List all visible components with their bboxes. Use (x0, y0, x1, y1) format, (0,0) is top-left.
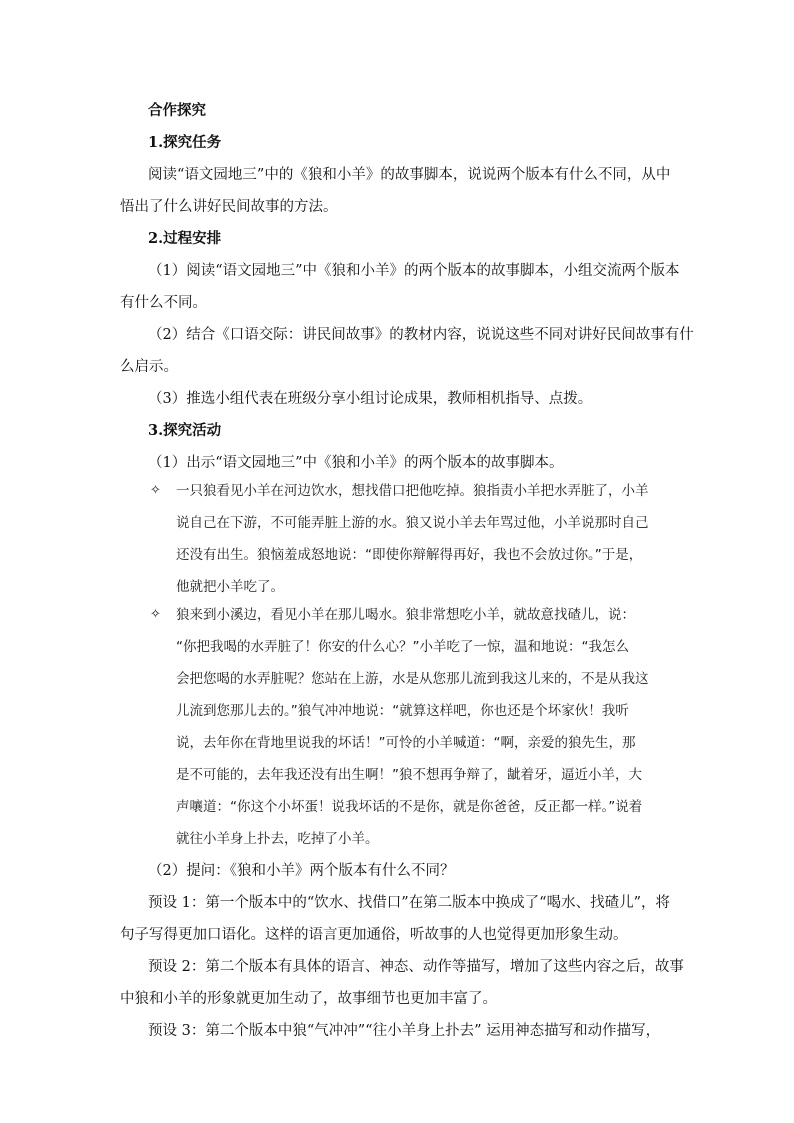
process-line: （1）阅读“语文园地三”中《狼和小羊》的两个版本的故事脚本，小组交流两个版本 (148, 263, 680, 279)
preset-2-line: 中狼和小羊的形象就更加生动了，故事细节也更加丰富了。 (120, 991, 497, 1007)
story-version-2-line: 会把您喝的水弄脏呢？您站在上游，水是从您那儿流到我这儿来的，不是从我这 (176, 671, 649, 687)
story-version-2-line: 说，去年你在背地里说我的坏话！”可怜的小羊喊道：“啊，亲爱的狼先生，那 (176, 735, 636, 751)
question-line: （2）提问：《狼和小羊》两个版本有什么不同？ (148, 863, 455, 879)
process-line: 有什么不同。 (120, 295, 207, 311)
task-line: 悟出了什么讲好民间故事的方法。 (120, 199, 338, 215)
preset-2-line: 预设 2：第二个版本有具体的语言、神态、动作等描写，增加了这些内容之后，故事 (148, 959, 684, 975)
story-version-2-line: 声嚷道：“你这个小坏蛋！说我坏话的不是你，就是你爸爸，反正都一样。”说着 (176, 799, 643, 815)
preset-3-line: 预设 3：第二个版本中狼“气冲冲”“往小羊身上扑去” 运用神态描写和动作描写， (148, 1023, 661, 1039)
story-version-2-line: 是不可能的，去年我还没有出生啊！”狼不想再争辩了，龇着牙，逼近小羊，大 (176, 767, 642, 783)
story-version-2-line: 狼来到小溪边，看见小羊在那儿喝水。狼非常想吃小羊，就故意找碴儿，说： (176, 607, 635, 623)
preset-1-line: 预设 1：第一个版本中的“饮水、找借口”在第二版本中换成了“喝水、找碴儿”，将 (148, 895, 670, 911)
section-heading: 合作探究 (148, 102, 206, 119)
story-version-2-line: 就往小羊身上扑去，吃掉了小羊。 (176, 831, 379, 847)
story-version-1-line: 还没有出生。狼恼羞成怒地说：“即使你辩解得再好，我也不会放过你。”于是， (176, 547, 643, 563)
task-title: 1.探究任务 (148, 134, 222, 151)
story-version-1-line: 说自己在下游，不可能弄脏上游的水。狼又说小羊去年骂过他，小羊说那时自己 (176, 515, 649, 531)
activity-title: 3.探究活动 (148, 422, 222, 439)
process-title: 2.过程安排 (148, 230, 222, 247)
story-version-1-line: 一只狼看见小羊在河边饮水，想找借口把他吃掉。狼指责小羊把水弄脏了，小羊 (176, 483, 649, 499)
task-line: 阅读“语文园地三”中的《狼和小羊》的故事脚本，说说两个版本有什么不同，从中 (148, 167, 671, 183)
story-version-2-line: 儿流到您那儿去的。”狼气冲冲地说：“就算这样吧，你也还是个坏家伙！我听 (176, 703, 629, 719)
activity-intro: （1）出示“语文园地三”中《狼和小羊》的两个版本的故事脚本。 (148, 455, 564, 471)
story-version-2-line: “你把我喝的水弄脏了！你安的什么心？”小羊吃了一惊，温和地说：“我怎么 (176, 639, 629, 655)
diamond-bullet-icon: ✧ (150, 483, 161, 498)
process-line: （3）推选小组代表在班级分享小组讨论成果，教师相机指导、点拨。 (148, 391, 593, 407)
preset-1-line: 句子写得更加口语化。这样的语言更加通俗，听故事的人也觉得更加形象生动。 (120, 927, 628, 943)
diamond-bullet-icon: ✧ (150, 607, 161, 622)
story-version-1-line: 他就把小羊吃了。 (176, 579, 284, 595)
process-line: （2）结合《口语交际：讲民间故事》的教材内容，说说这些不同对讲好民间故事有什 (148, 327, 694, 343)
process-line: 么启示。 (120, 359, 178, 375)
